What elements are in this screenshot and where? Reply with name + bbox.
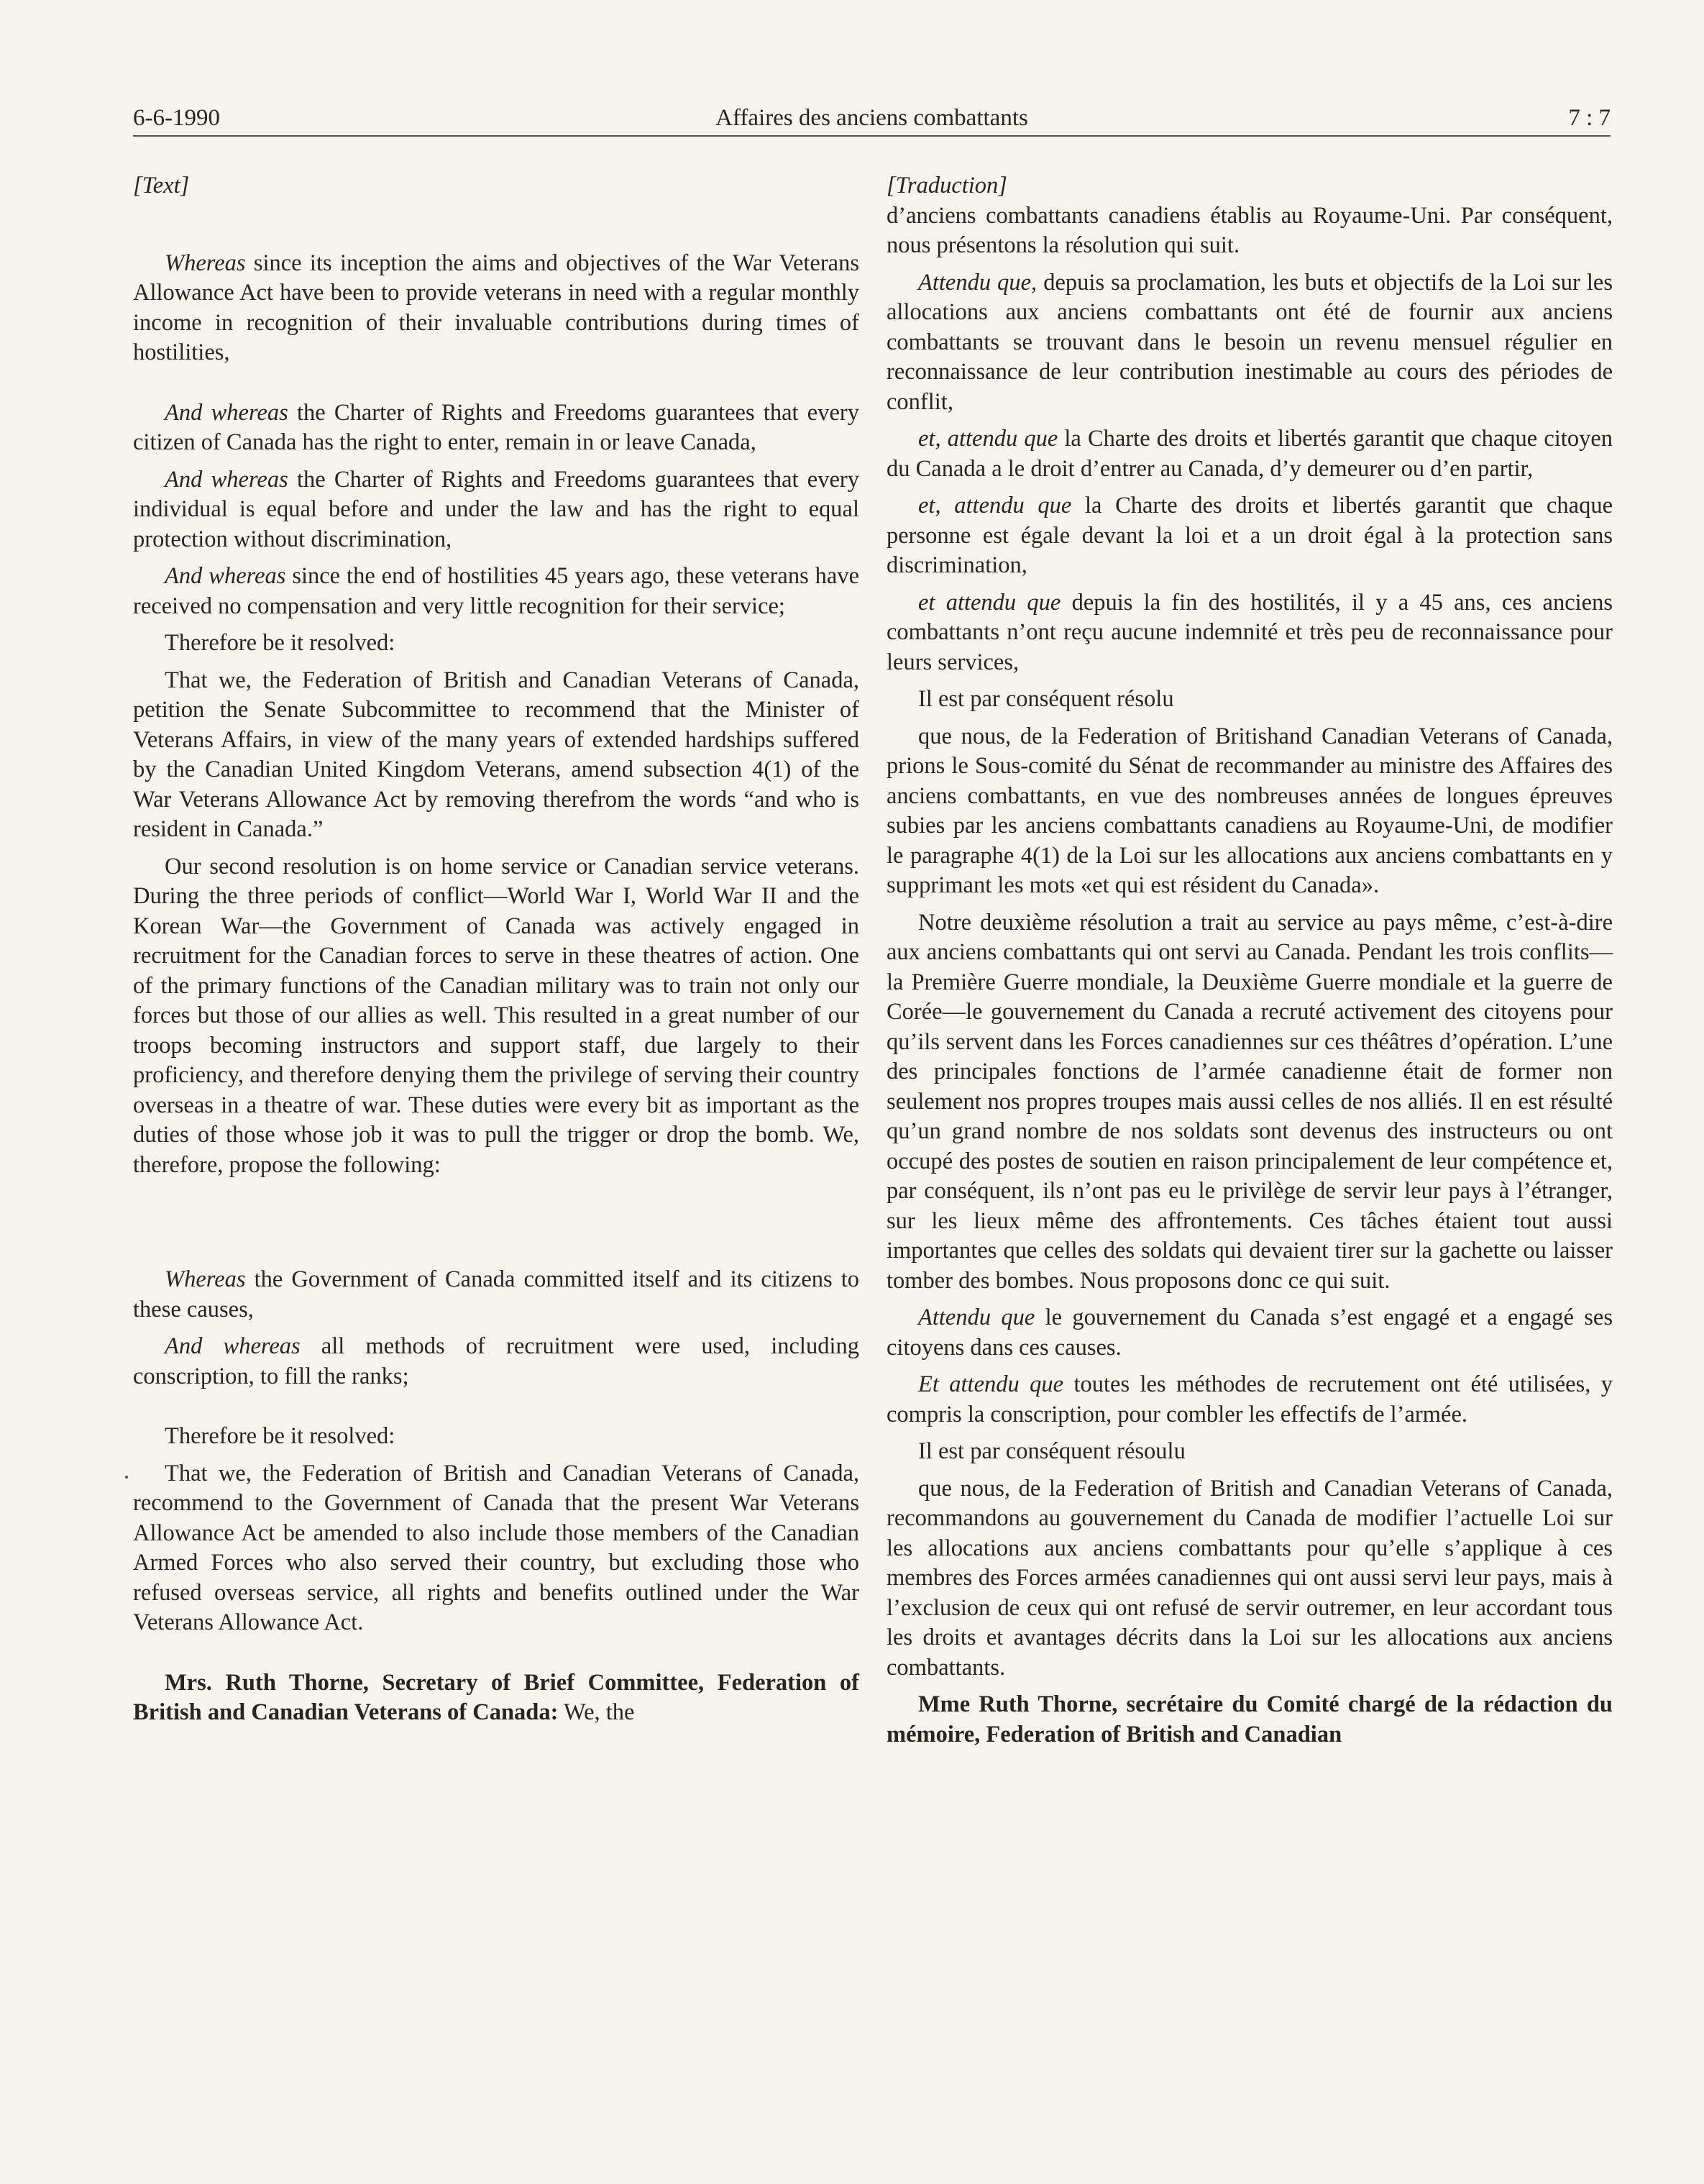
- speaker-paragraph: Mrs. Ruth Thorne, Secretary of Brief Committee, Federation of British and Canadian Veterans of Canada: We, the: [133, 1669, 859, 1725]
- paragraph: que nous, de la Federation of Britishand Canadian Veterans of Canada, prions le Sous-comité du Sénat de recommander au ministre des Affaires des anciens combattants, en vue des nombreuses années de longues épreuves subies par les anciens combattants canadiens au Royaume-Uni, de modifier le paragraphe 4(1) de la Loi sur les allocations aux anciens combattants en y supprimant les mots «et qui est résident du Canada».: [887, 723, 1613, 898]
- paragraph: et, attendu que la Charte des droits et libertés garantit que chaque citoyen du Canada a le droit d’entrer au Canada, d’y demeurer ou d’en partir,: [887, 426, 1613, 482]
- paragraph: Attendu que, depuis sa proclamation, les buts et objectifs de la Loi sur les allocations aux anciens combattants ont été de fournir aux anciens combattants se trouvant dans le besoin un revenu mensuel régulier en reconnaissance de leur contribution inestimable au cours des périodes de conflit,: [887, 269, 1613, 415]
- paragraph: And whereas the Charter of Rights and Freedoms guarantees that every citizen of Canada has the right to enter, remain in or leave Canada,: [133, 399, 859, 455]
- paragraph: Et attendu que toutes les méthodes de recrutement ont été utilisées, y compris la conscription, pour combler les effectifs de l’armée.: [887, 1371, 1613, 1427]
- paragraph: And whereas since the end of hostilities 45 years ago, these veterans have received no compensation and very little recognition for their service;: [133, 563, 859, 619]
- paragraph: Therefore be it resolved:: [165, 1423, 395, 1449]
- paragraph: et attendu que depuis la fin des hostilités, il y a 45 ans, ces anciens combattants n’ont reçu aucune indemnité et très peu de reconnaissance pour leurs services,: [887, 589, 1613, 675]
- speaker-name: Mrs. Ruth Thorne, Secretary of Brief Committee, Federation of British and Canadian Veterans of Canada:: [133, 1669, 859, 1725]
- paragraph: que nous, de la Federation of British and Canadian Veterans of Canada, recommandons au gouvernement du Canada de modifier l’actuelle Loi sur les allocations aux anciens combattants pour qu’elle s’applique à ces membres des Forces armées canadiennes qui ont aussi servi leur pays, mais à l’exclusion de ceux qui ont refusé de servir outremer, en leur accordant tous les droits et avantages décrits dans la Loi sur les allocations aux anciens combattants.: [887, 1475, 1613, 1681]
- french-column: [887, 171, 1613, 1750]
- header-date: 6-6-1990: [133, 105, 220, 131]
- stray-mark: [125, 1476, 128, 1479]
- paragraph: Il est par conséquent résolu: [918, 686, 1174, 712]
- speaker-paragraph: [887, 1690, 1613, 1750]
- english-column: [133, 171, 859, 1728]
- header-page-number: 7 : 7: [1568, 105, 1611, 131]
- paragraph: Therefore be it resolved:: [165, 630, 395, 656]
- paragraph: Attendu que le gouvernement du Canada s’est engagé et a engagé ses citoyens dans ces causes.: [887, 1305, 1613, 1361]
- paragraph: Il est par conséquent résoulu: [918, 1438, 1186, 1464]
- paragraph: Whereas the Government of Canada committed itself and its citizens to these causes,: [133, 1266, 859, 1322]
- paragraph: That we, the Federation of British and Canadian Veterans of Canada, recommend to the Government of Canada that the present War Veterans Allowance Act be amended to also include those members of the Canadian Armed Forces who also served their country, but excluding those who refused overseas service, all rights and benefits outlined under the War Veterans Allowance Act.: [133, 1460, 859, 1635]
- paragraph: And whereas the Charter of Rights and Freedoms guarantees that every individual is equal before and under the law and has the right to equal protection without discrimination,: [133, 466, 859, 552]
- page-header: [133, 101, 1611, 137]
- text-label: [Text]: [133, 173, 190, 198]
- paragraph: Whereas since its inception the aims and objectives of the War Veterans Allowance Act have been to provide veterans in need with a regular monthly income in recognition of their invaluable contributions during times of hostilities,: [133, 250, 859, 365]
- paragraph: et, attendu que la Charte des droits et libertés garantit que chaque personne est égale devant la loi et a un droit égal à la protection sans discrimination,: [887, 493, 1613, 578]
- header-title: Affaires des anciens combattants: [715, 105, 1028, 131]
- paragraph: That we, the Federation of British and Canadian Veterans of Canada, petition the Senate Subcommittee to recommend that the Minister of Veterans Affairs, in view of the many years of extended hardships suffered by the Canadian United Kingdom Veterans, amend subsection 4(1) of the War Veterans Allowance Act by removing therefrom the words “and who is resident in Canada.”: [133, 667, 859, 842]
- paragraph: Notre deuxième résolution a trait au service au pays même, c’est-à-dire aux anciens combattants qui ont servi au Canada. Pendant les trois conflits—la Première Guerre mondiale, la Deuxième Guerre mondiale et la guerre de Corée—le gouvernement du Canada a recruté activement des citoyens pour qu’ils servent dans les Forces canadiennes sur ces théâtres d’opération. L’une des principales fonctions de l’armée canadienne était de former non seulement nos propres troupes mais aussi celles de nos alliés. Il en est résulté qu’un grand nombre de nos soldats sont devenus des instructeurs ou ont occupé des postes de soutien en raison principalement de leur compétence et, par conséquent, ils n’ont pas eu le privilège de servir leur pays à l’étranger, sur les lieux même des affrontements. Ces tâches étaient tout aussi importantes que celles des soldats qui devaient tirer sur la gachette ou laisser tomber des bombes. Nous proposons donc ce qui suit.: [887, 909, 1613, 1294]
- paragraph: Our second resolution is on home service or Canadian service veterans. During the three periods of conflict—World War I, World War II and the Korean War—the Government of Canada was actively engaged in recruitment for the Canadian forces to serve in these theatres of action. One of the primary functions of the Canadian military was to train not only our forces but those of our allies as well. This resulted in a great number of our troops becoming instructors and support staff, due largely to their proficiency, and therefore denying them the privilege of serving their country overseas in a theatre of war. These duties were every bit as important as the duties of those whose job it was to pull the trigger or drop the bomb. We, therefore, propose the following:: [133, 853, 859, 1178]
- speaker-name: Mme Ruth Thorne, secrétaire du Comité chargé de la rédaction du mémoire, Federation of British and Canadian: [887, 1691, 1613, 1747]
- paragraph: And whereas all methods of recruitment were used, including conscription, to fill the ranks;: [133, 1333, 859, 1389]
- traduction-label: [Traduction]: [887, 173, 1007, 198]
- paragraph: d’anciens combattants canadiens établis au Royaume-Uni. Par conséquent, nous présentons la résolution qui suit.: [887, 202, 1613, 258]
